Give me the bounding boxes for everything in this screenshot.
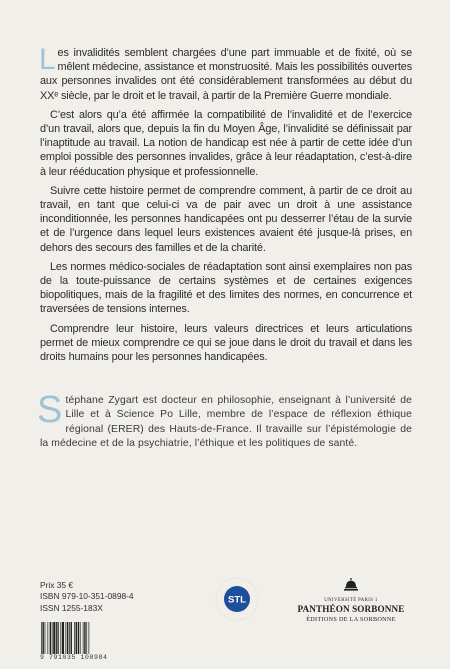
university-line: UNIVERSITÉ PARIS 1 — [324, 598, 378, 603]
blurb — [39, 43, 412, 369]
dropcap-l: L — [39, 43, 56, 76]
barcode-number: 9 791035 108984 — [40, 654, 108, 661]
dropcap-s: S — [37, 389, 63, 431]
price: Prix 35 € — [40, 580, 74, 590]
bibliographic-info — [40, 580, 134, 614]
blurb-paragraph-2: C’est alors qu’a été affirmée la compatibilité de l’invalidité et de l’exercice d’un travail, alors que, depuis la fin du Moyen Âge, l’invalidité se définissait par l’inaptitude au travail. La notion de handicap est née à partir de cette idée d’un emploi possible des personnes invalides, grâce à leur réadaptation, c’est-à-dire à leur rééducation physique et professionnelle. — [40, 108, 412, 178]
author-bio: Stéphane Zygart est docteur en philosophie, enseignant à l’université de Lille et à Science Po Lille, membre de l’espace de réflexion éthique régional (ERER) des Hauts-de-France. Il travaille sur l’épistémologie de la médecine et de la psychiatrie, l’éthique et les politiques de santé. — [37, 389, 412, 450]
blurb-paragraph-4: Les normes médico-sociales de réadaptation sont ainsi exemplaires non pas de la toute-puissance de certains systèmes et de certaines exigences biopolitiques, mais de la fragilité et des limites des normes, en concurrence et traversées de tensions internes. — [40, 260, 412, 316]
stl-text: STL — [228, 594, 246, 606]
barcode — [40, 622, 110, 654]
stl-logo — [213, 575, 261, 623]
sorbonne-logo — [296, 578, 406, 623]
issn: ISSN 1255-183X — [40, 602, 103, 613]
blurb-paragraph-3: Suivre cette histoire permet de comprendre comment, à partir de ce droit au travail, en tant que celui-ci va de pair avec un droit à une assistance inconditionnée, les personnes handicapées ont pu desserrer l’étau de la survie et de l’urgence dans lequel leurs existences avaient été jusque-là prises, en dehors des secours des familles et de la charité. — [40, 184, 412, 254]
blurb-paragraph-1: Les invalidités semblent chargées d’une part immuable et de fixité, où se mêlent médecine, assistance et monstruosité. Mais les possibilités ouvertes aux personnes invalides ont été considérablement transformées au début du XXᵉ siècle, par le droit et le travail, à partir de la Première Guerre mondiale. — [39, 43, 412, 102]
blurb-paragraph-5: Comprendre leur histoire, leurs valeurs directrices et leurs articulations permet de mieux comprendre ce qui se joue dans le droit du travail et dans les droits humains pour les personnes handicapées. — [40, 322, 412, 364]
isbn: ISBN 979-10-351-0898-4 — [40, 591, 134, 602]
pantheon-sorbonne: PANTHÉON SORBONNE — [297, 604, 405, 614]
editions-sorbonne: ÉDITIONS DE LA SORBONNE — [306, 616, 396, 623]
pantheon-dome-icon — [343, 578, 359, 592]
